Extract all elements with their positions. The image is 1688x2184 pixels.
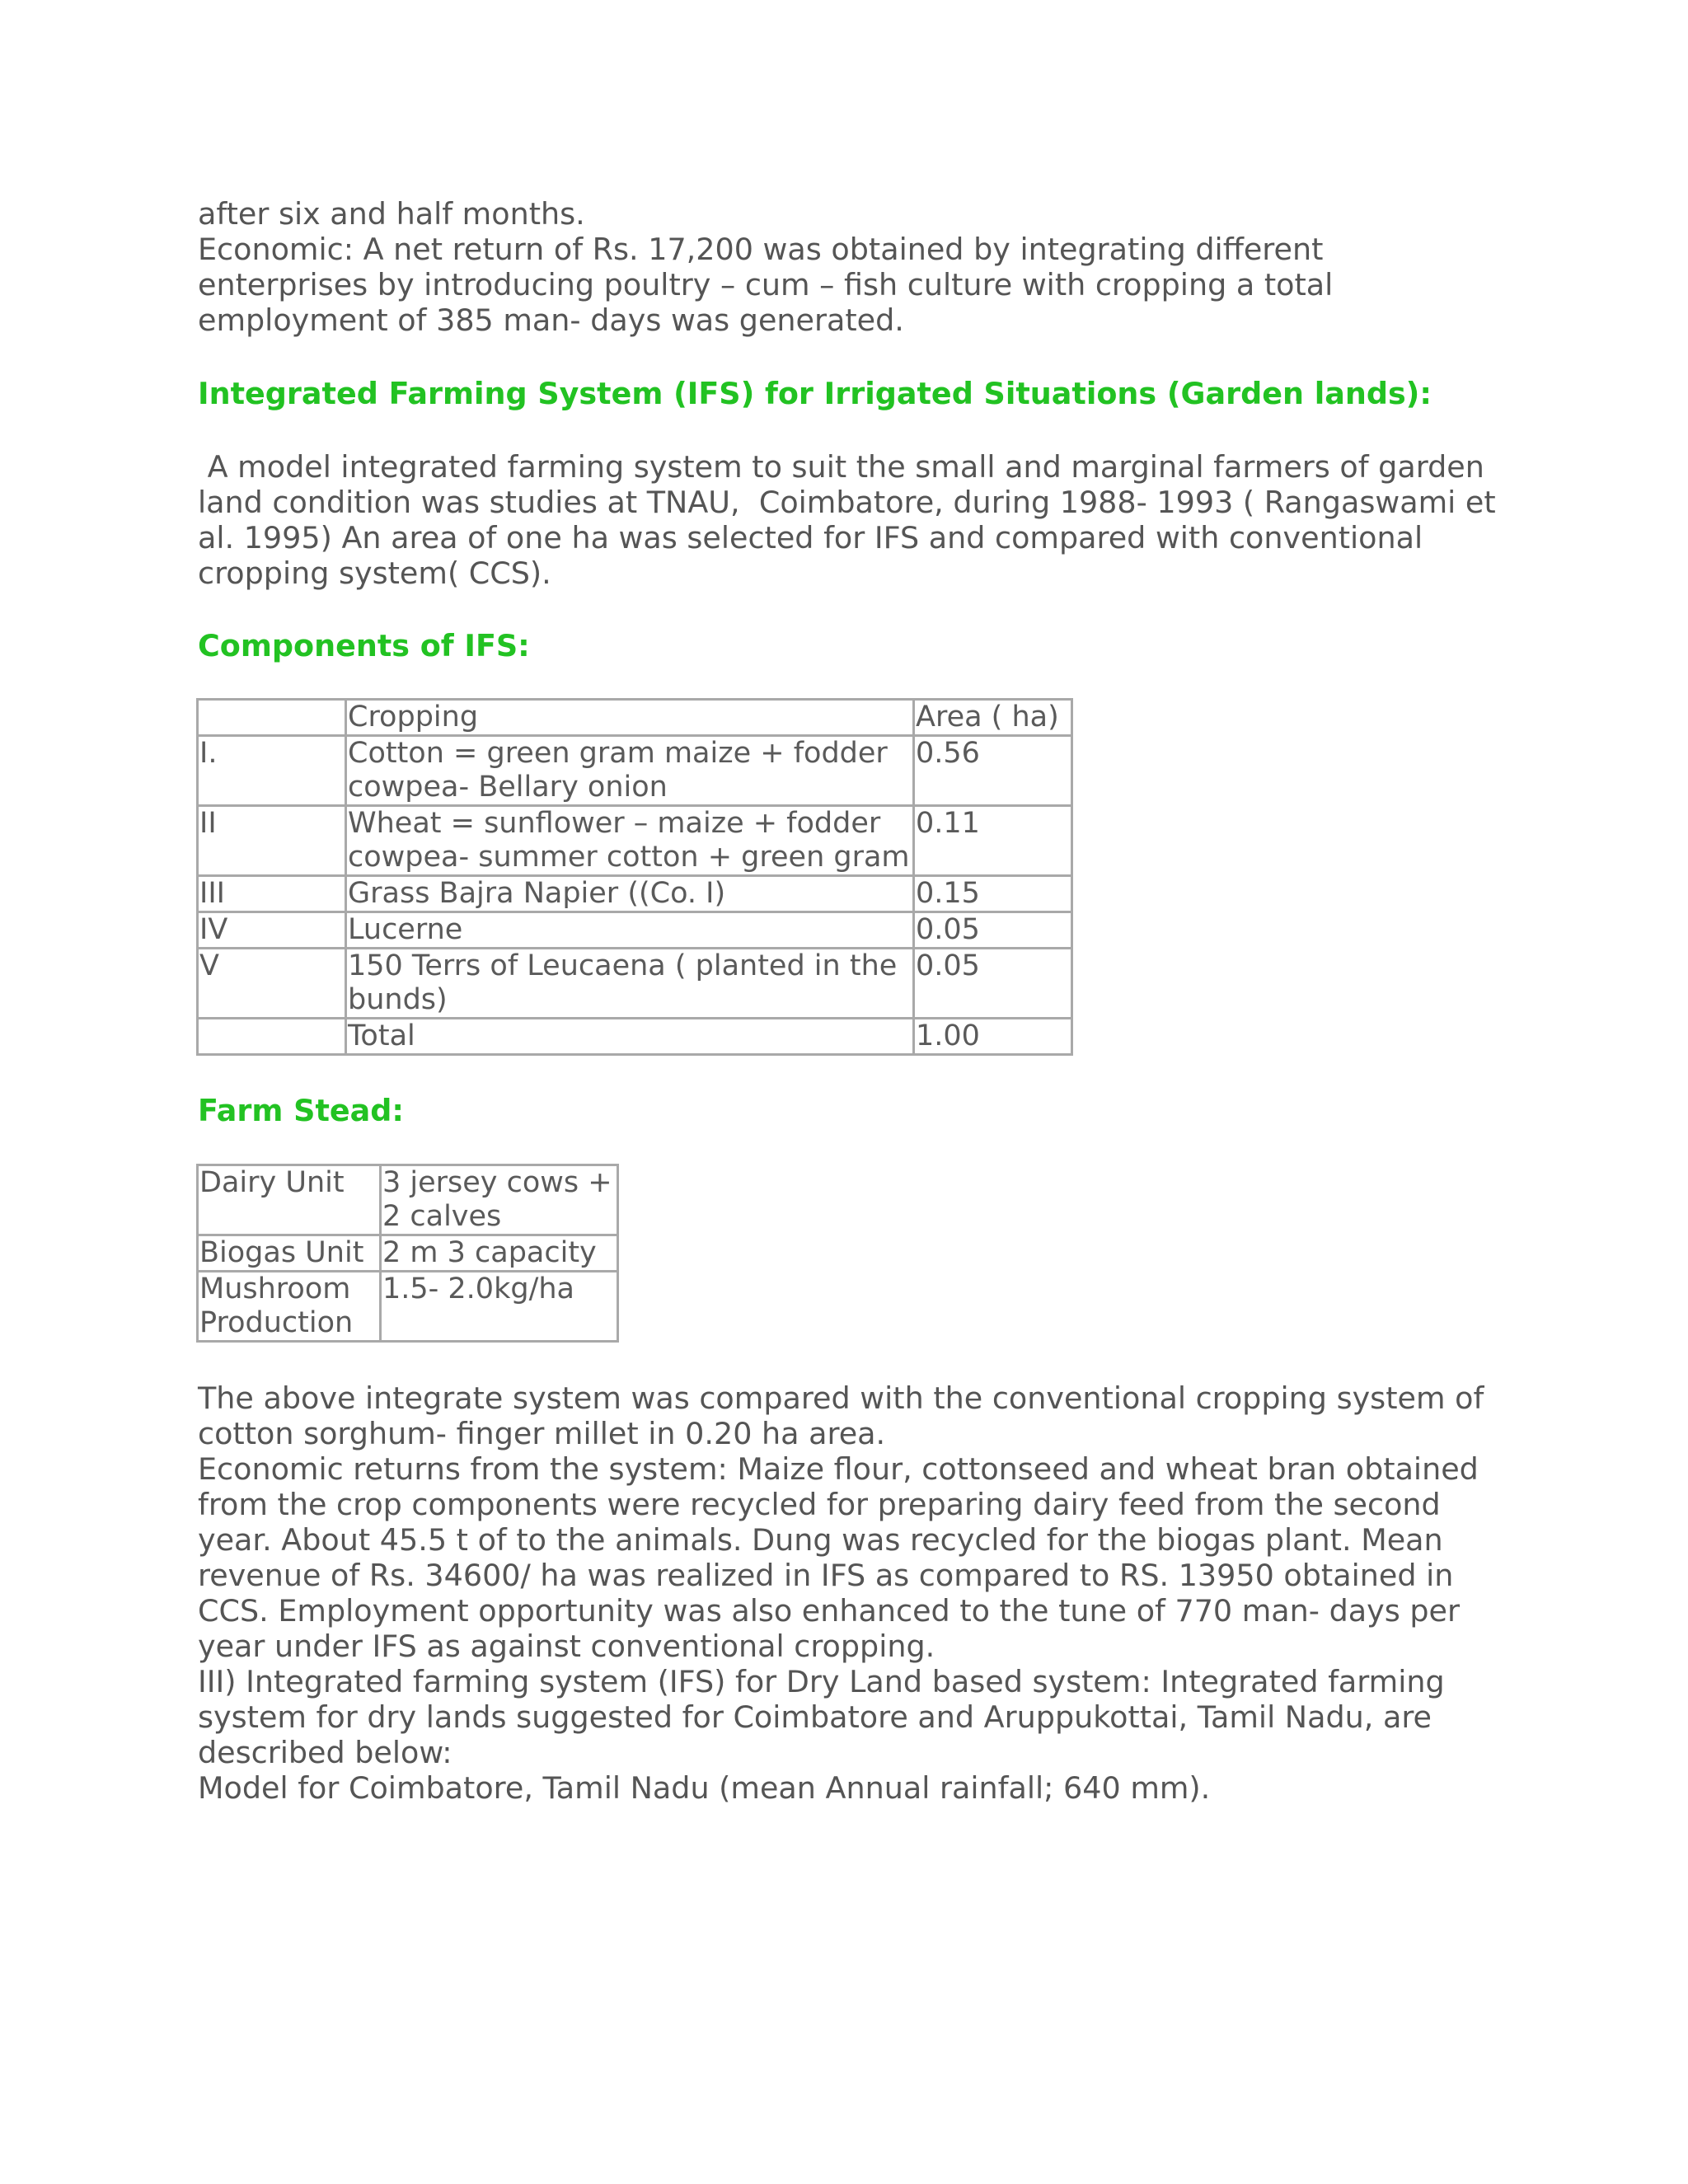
table-cell: II (198, 806, 346, 876)
table-header-row (198, 700, 1072, 736)
table-cell: 3 jersey cows + 2 calves (381, 1165, 618, 1235)
table-header-area: Area ( ha) (914, 700, 1072, 736)
table-row (198, 806, 1072, 876)
table-cell: 1.5- 2.0kg/ha (381, 1272, 618, 1342)
table-cell: V (198, 949, 346, 1019)
farm-stead-table (196, 1164, 619, 1343)
table-cell: Cotton = green gram maize + fodder cowpea- Bellary onion (346, 736, 914, 806)
table-cell: 2 m 3 capacity (381, 1235, 618, 1272)
document-page (198, 196, 1506, 1806)
table-cell: 150 Terrs of Leucaena ( planted in the bunds) (346, 949, 914, 1019)
paragraph-coimbatore-model: Model for Coimbatore, Tamil Nadu (mean Annual rainfall; 640 mm). (198, 1770, 1211, 1806)
paragraph-economic: Economic: A net return of Rs. 17,200 was obtained by integrating different enterprises by introducing poultry – cum – fish culture with cropping a total employment of 385 man- days was generated. (198, 232, 1334, 338)
table-row (198, 949, 1072, 1019)
table-row (198, 736, 1072, 806)
table-cell (198, 700, 346, 736)
table-header-cropping: Cropping (346, 700, 914, 736)
paragraph-comparison: The above integrate system was compared with the conventional cropping system of cotton sorghum- finger millet in 0.20 ha area. (198, 1380, 1484, 1451)
table-cell: Biogas Unit (198, 1235, 381, 1272)
table-cell: IV (198, 912, 346, 949)
table-cell (198, 1019, 346, 1055)
closing-section (198, 1380, 1500, 1806)
table-cell: 1.00 (914, 1019, 1072, 1055)
components-table (196, 698, 1073, 1056)
table-cell: 0.05 (914, 949, 1072, 1019)
paragraph-dry-land: III) Integrated farming system (IFS) for Dry Land based system: Integrated farming system for dry lands suggested for Coimbatore and Aruppukottai, Tamil Nadu, are described below: (198, 1664, 1445, 1770)
table-cell: 0.11 (914, 806, 1072, 876)
table-row (198, 1165, 618, 1235)
heading-farm-stead: Farm Stead: (198, 1093, 405, 1128)
table-cell: Lucerne (346, 912, 914, 949)
table-row (198, 876, 1072, 912)
paragraph-continuation: after six and half months. (198, 196, 585, 232)
table-row (198, 1272, 618, 1342)
heading-ifs-irrigated: Integrated Farming System (IFS) for Irrigated Situations (Garden lands): (198, 376, 1432, 411)
table-cell: 0.15 (914, 876, 1072, 912)
paragraph-economic-returns: Economic returns from the system: Maize flour, cottonseed and wheat bran obtained from the crop components were recycled for preparing dairy feed from the second year. About 45.5 t of to the animals. Dung was recycled for the biogas plant. Mean revenue of Rs. 34600/ ha was realized in IFS as compared to RS. 13950 obtained in CCS. Employment opportunity was also enhanced to the tune of 770 man- days per year under IFS as against conventional cropping. (198, 1451, 1479, 1664)
table-cell: I. (198, 736, 346, 806)
heading-components: Components of IFS: (198, 628, 530, 663)
table-cell: Total (346, 1019, 914, 1055)
table-cell: Grass Bajra Napier ((Co. I) (346, 876, 914, 912)
table-cell: 0.05 (914, 912, 1072, 949)
table-row (198, 912, 1072, 949)
table-total-row (198, 1019, 1072, 1055)
table-cell: 0.56 (914, 736, 1072, 806)
table-cell: Wheat = sunflower – maize + fodder cowpea- summer cotton + green gram (346, 806, 914, 876)
table-row (198, 1235, 618, 1272)
table-cell: III (198, 876, 346, 912)
table-cell: Dairy Unit (198, 1165, 381, 1235)
table-cell: Mushroom Production (198, 1272, 381, 1342)
paragraph-intro: A model integrated farming system to suit the small and marginal farmers of garden land condition was studies at TNAU, Coimbatore, during 1988- 1993 ( Rangaswami et al. 1995) An area of one ha was selected for IFS and compared with conventional cropping system( CCS). (198, 449, 1506, 591)
